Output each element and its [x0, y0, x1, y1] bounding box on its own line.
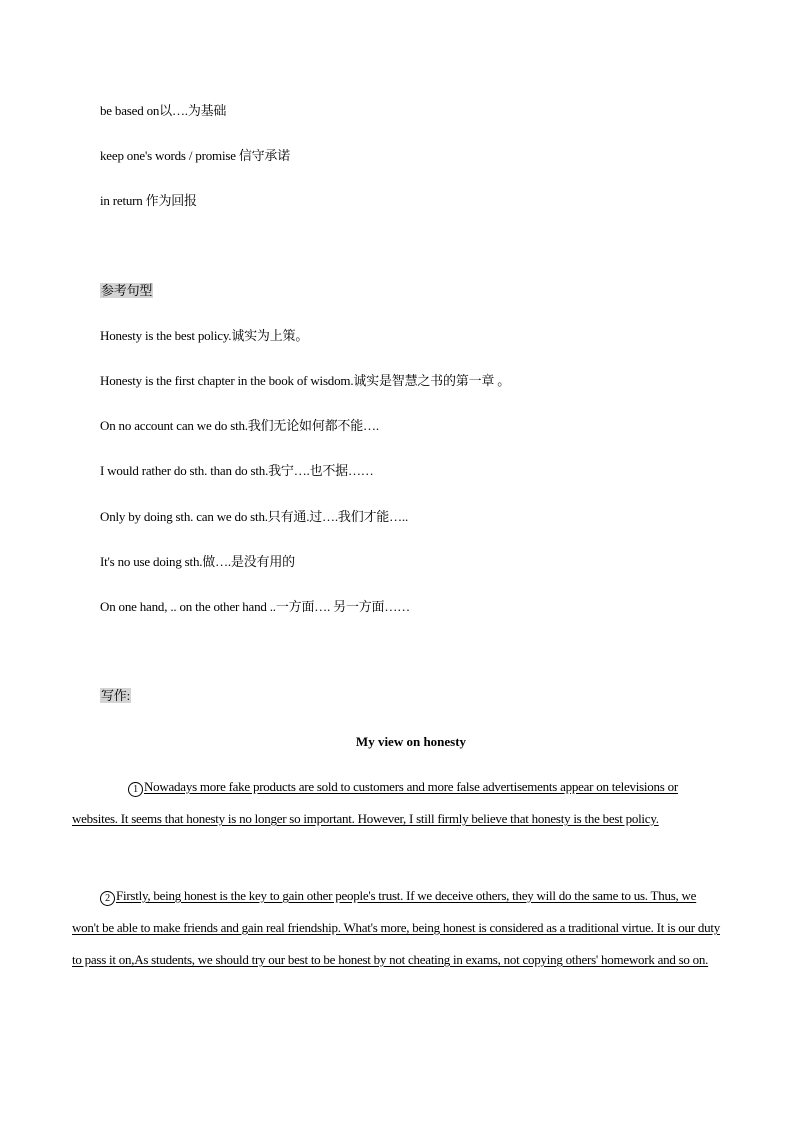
writing-heading	[100, 688, 131, 704]
essay-paragraph-1	[72, 771, 724, 835]
sentence-patterns-heading	[100, 283, 153, 299]
writing-heading-text: 写作:	[101, 688, 131, 703]
sentence-patterns-heading-text: 参考句型	[101, 283, 153, 298]
sentence-item: Only by doing sth. can we do sth.只有通.过….我们才能…..	[100, 509, 409, 524]
phrase-based-on: be based on以….为基础	[100, 103, 227, 118]
sentence-item: On no account can we do sth.我们无论如何都不能….	[100, 418, 379, 433]
sentence-item: Honesty is the best policy.诚实为上策。	[100, 328, 309, 343]
sentence-item: I would rather do sth. than do sth.我宁….也不据……	[100, 463, 374, 478]
paragraph-number-1: 1	[128, 782, 143, 797]
paragraph-number-2: 2	[100, 891, 115, 906]
phrase-in-return: in return 作为回报	[100, 193, 197, 208]
sentence-item: It's no use doing sth.做….是没有用的	[100, 554, 295, 569]
sentence-item: On one hand, .. on the other hand ..一方面…. 另一方面……	[100, 599, 410, 614]
paragraph-text-1: Nowadays more fake products are sold to customers and more false advertisements appear on televisions or websites. It seems that honesty is no longer so important. However, I still firmly believe that honesty is the best policy.	[72, 779, 678, 826]
essay-title: My view on honesty	[355, 734, 467, 749]
essay-paragraph-2	[72, 880, 724, 976]
paragraph-text-2: Firstly, being honest is the key to gain other people's trust. If we deceive others, they will do the same to us. Thus, we won't be able to make friends and gain real friendship. What's more, being honest is considered as a traditional virtue. It is our duty to pass it on,As students, we should try our best to be honest by not cheating in exams, not copying others' homework and so on.	[72, 888, 720, 967]
phrase-keep-words: keep one's words / promise 信守承诺	[100, 148, 291, 163]
sentence-item: Honesty is the first chapter in the book of wisdom.诚实是智慧之书的第一章 。	[100, 373, 511, 388]
